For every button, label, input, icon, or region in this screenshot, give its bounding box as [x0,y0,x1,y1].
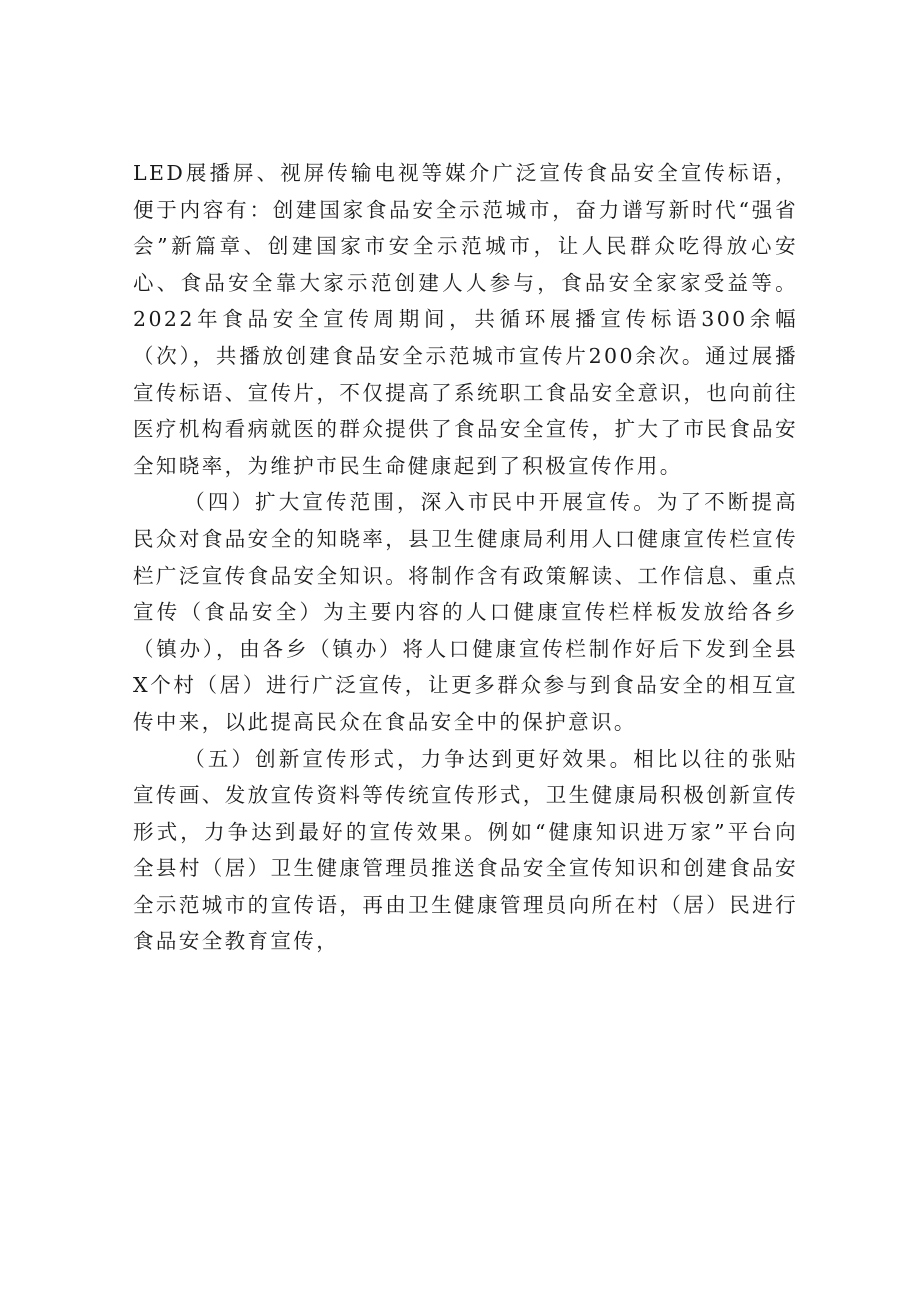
paragraph-section-five: （五）创新宣传形式，力争达到更好效果。相比以往的张贴宣传画、发放宣传资料等传统宣传形式，卫生健康局积极创新宣传形式，力争达到最好的宣传效果。例如“健康知识进万家”平台向全县村（居）卫生健康管理员推送食品安全宣传知识和创建食品安全示范城市的宣传语，再由卫生健康管理员向所在村（居）民进行食品安全教育宣传， [133,746,798,954]
paragraph-slogans: LED展播屏、视屏传输电视等媒介广泛宣传食品安全宣传标语，便于内容有：创建国家食品安全示范城市，奋力谱写新时代“强省会”新篇章、创建国家市安全示范城市，让人民群众吃得放心安心、食品安全靠大家示范创建人人参与，食品安全家家受益等。2022年食品安全宣传周期间，共循环展播宣传标语300余幅（次），共播放创建食品安全示范城市宣传片200余次。通过展播宣传标语、宣传片，不仅提高了系统职工食品安全意识，也向前往医疗机构看病就医的群众提供了食品安全宣传，扩大了市民食品安全知晓率，为维护市民生命健康起到了积极宣传作用。 [133,161,798,478]
document-body [133,155,798,960]
paragraph-section-four: （四）扩大宣传范围，深入市民中开展宣传。为了不断提高民众对食品安全的知晓率，县卫生健康局利用人口健康宣传栏宣传栏广泛宣传食品安全知识。将制作含有政策解读、工作信息、重点宣传（食品安全）为主要内容的人口健康宣传栏样板发放给各乡（镇办），由各乡（镇办）将人口健康宣传栏制作好后下发到全县X个村（居）进行广泛宣传，让更多群众参与到食品安全的相互宣传中来，以此提高民众在食品安全中的保护意识。 [133,490,798,734]
